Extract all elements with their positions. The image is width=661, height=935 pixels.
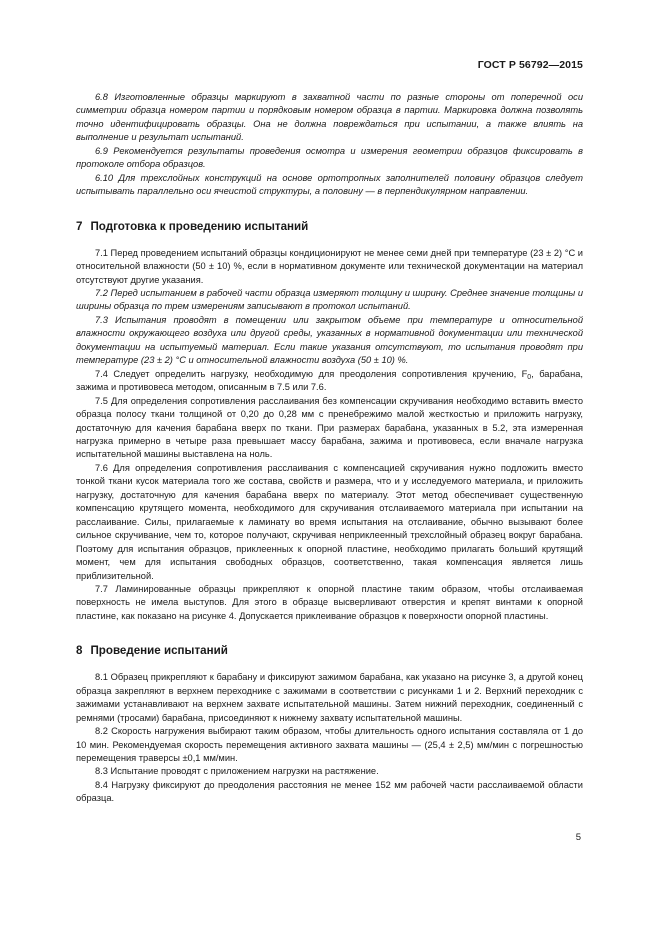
- clause-8-1: 8.1 Образец прикрепляют к барабану и фиксируют зажимом барабана, как указано на рисунке 3, а другой конец образца закрепляют в верхнем переходнике с зажимами в соответствии с рисунками 1 и 2. Верхний переходник с зажимами устанавливают на верхнем захвате испытательной машины. Затем нижний переходник, соединенный с ремнями (тросами) барабана, присоединяют к нижнему захвату испытательной машины.: [76, 672, 583, 723]
- clause-7-2: 7.2 Перед испытанием в рабочей части образца измеряют толщину и ширину. Среднее значение толщины и ширины образца по трем измерениям записывают в протокол испытаний.: [76, 287, 583, 312]
- clause-7-4-text-a: 7.4 Следует определить нагрузку, необходимую для преодоления сопротивления кручению, F: [95, 368, 528, 379]
- clause-8-4: 8.4 Нагрузку фиксируют до преодоления расстояния не менее 152 мм рабочей части расслаиваемой области образца.: [76, 779, 583, 804]
- clause-7-3: 7.3 Испытания проводят в помещении или закрытом объеме при температуре и относительной влажности окружающего воздуха или другой среды, указанных в нормативной документации или технической документации на испытуемый материал. Если такие указания отсутствуют, то испытания проводят при температуре (23 ± 2) °С и относительной влажности воздуха (50 ± 10) %.: [76, 314, 583, 366]
- clause-7-4-text-b: , барабана, зажима и противовеса методом, описанным в 7.5 или 7.6.: [76, 368, 583, 393]
- clause-7-1: 7.1 Перед проведением испытаний образцы кондиционируют не менее семи дней при температуре (23 ± 2) °С и относительной влажности (50 ± 10) %, если в нормативном документе или технической документации на материал отсутствуют другие указания.: [76, 247, 583, 285]
- clause-8-3: 8.3 Испытание проводят с приложением нагрузки на растяжение.: [95, 766, 379, 777]
- clause-7-7: 7.7 Ламинированные образцы прикрепляют к опорной пластине таким образом, чтобы отслаиваемая поверхность не имела выступов. Для этого в образце высверливают отверстия и крепят винтами к опорной пластине, как показано на рисунке 4. Допускается приклеивание образцов к поверхности опорной пластины.: [76, 583, 583, 621]
- clause-6-9: 6.9 Рекомендуется результаты проведения осмотра и измерения геометрии образцов фиксировать в протоколе отбора образцов.: [76, 145, 583, 170]
- section-8-number: 8: [76, 644, 83, 658]
- clause-7-5: 7.5 Для определения сопротивления расслаивания без компенсации скручивания необходимо вставить вместо образца полосу ткани толщиной от 0,20 до 0,28 мм с пренебрежимо малой жесткостью и приложить нагрузку, достаточную для качения барабана вверх по ткани. При размерах барабана, указанных в 5.2, эта измеренная нагрузка примерно в четыре раза превышает массу барабана, зажима и противовеса, если вначале нагрузка испытательной машины выставлена на ноль.: [76, 395, 583, 460]
- force-subscript: 0: [527, 373, 532, 381]
- clause-6-10: 6.10 Для трехслойных конструкций на основе ортотропных заполнителей половину образцов следует испытывать параллельно оси ячеистой структуры, а половину — в перпендикулярном направлении.: [76, 172, 583, 197]
- standard-designation: ГОСТ Р 56792—2015: [477, 59, 583, 71]
- page-body: [76, 91, 583, 806]
- clause-7-6: 7.6 Для определения сопротивления расслаивания с компенсацией скручивания нужно подложить вместо тонкой ткани кусок материала того же состава, свойств и размера, что и у исследуемого материала, и приложить нагрузку, достаточную для качения барабана вверх по материалу. Этот метод обеспечивает существенную компенсацию крутящего момента, необходимого для скручивания отслаиваемого материала при испытании на расслаивание. Силы, прилагаемые к ламинату во время испытания на отслаивание, обычно вызывают более сильное скручивание, чем то, которое получают, скручивая неприклеенный трехслойный образец вокруг барабана. Поэтому для испытания образцов, приклеенных к опорной пластине, необходимо прилагать больший крутящий момент, чем для испытания свободных образцов, соответственно, такая компенсация является лишь приблизительной.: [76, 462, 583, 581]
- clause-6-8: 6.8 Изготовленные образцы маркируют в захватной части по разные стороны от поперечной оси симметрии образца номером партии и порядковым номером образца в партии. Маркировка должна позволять точно идентифицировать образцы. Она не должна повреждаться при испытании, а также влиять на выполнение и результат испытаний.: [76, 92, 583, 143]
- section-7-number: 7: [76, 219, 83, 233]
- section-7-heading: [76, 219, 583, 234]
- page-number: 5: [575, 832, 581, 843]
- section-7-title: Подготовка к проведению испытаний: [90, 219, 309, 233]
- section-8-title: Проведение испытаний: [90, 644, 228, 658]
- section-8-heading: [76, 643, 583, 658]
- clause-8-2: 8.2 Скорость нагружения выбирают таким образом, чтобы длительность одного испытания составляла от 1 до 10 мин. Рекомендуемая скорость перемещения активного захвата машины — (25,4 ± 2,5) мм/мин с погрешностью перемещения траверсы ±0,1 мм/мин.: [76, 726, 583, 764]
- clause-7-4: [76, 368, 583, 395]
